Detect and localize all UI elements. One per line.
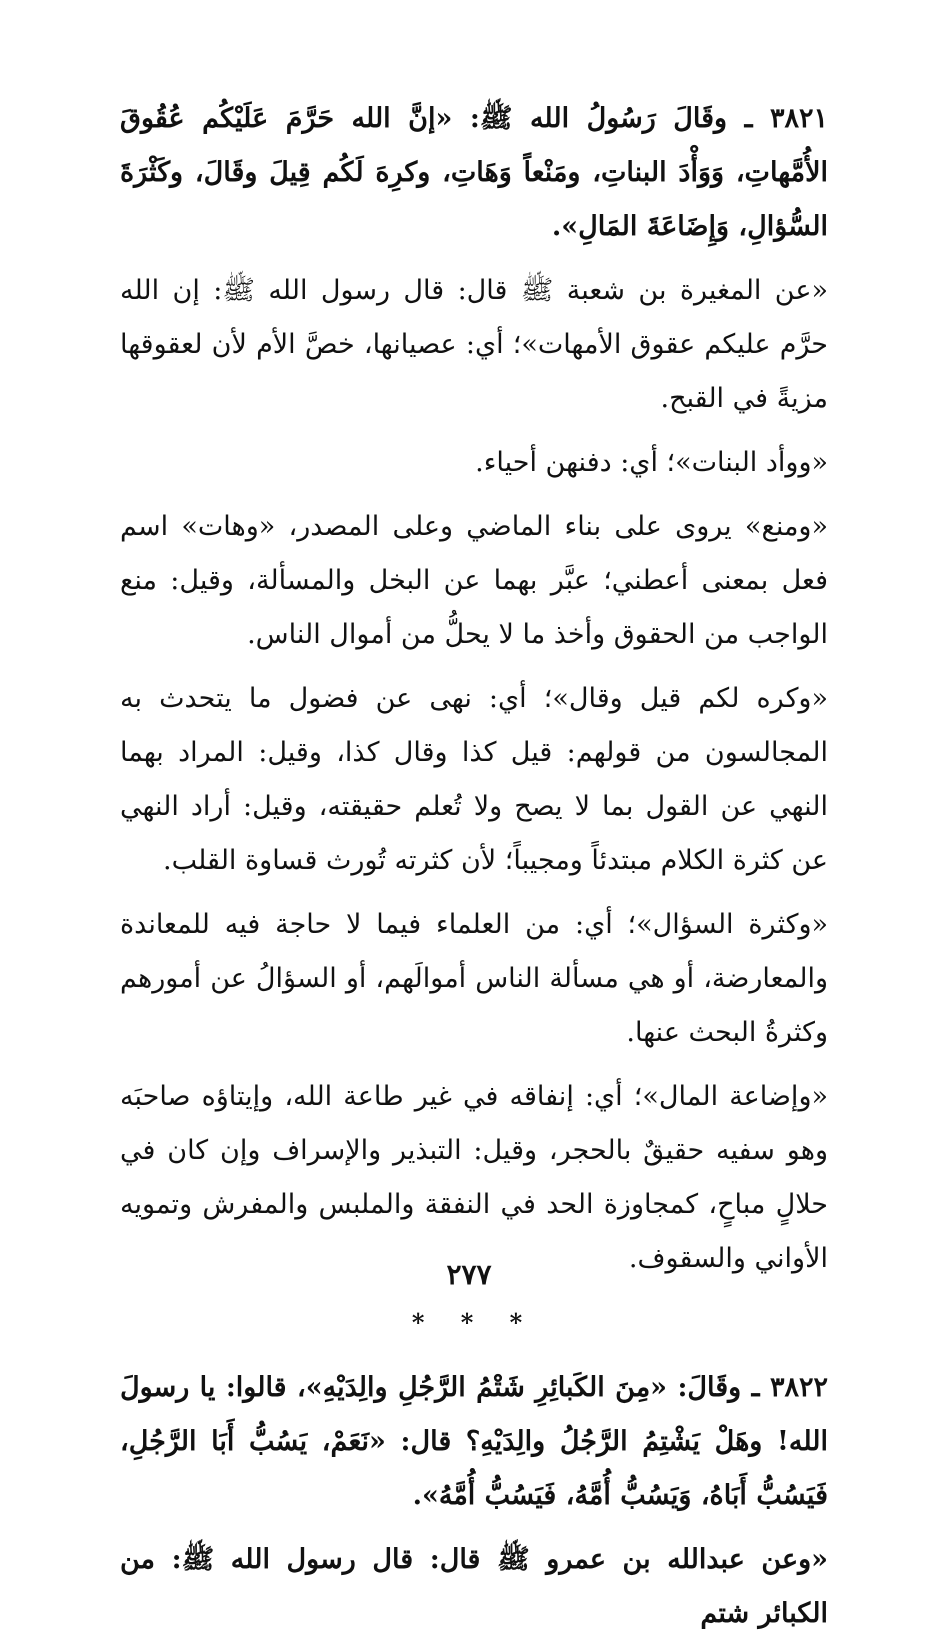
page-number: ٢٧٧ <box>446 1258 492 1291</box>
commentary-paragraph: «وعن عبدالله بن عمرو ﷺ قال: قال رسول الله ﷺ: من الكبائر شتم <box>120 1544 828 1629</box>
commentary-paragraph: «وكثرة السؤال»؛ أي: من العلماء فيما لا حاجة فيه للمعاندة والمعارضة، أو هي مسألة الناس أموالَهم، أو السؤالُ عن أمورهم وكثرةُ البحث عنها. <box>120 909 828 1048</box>
commentary-paragraph: «عن المغيرة بن شعبة ﷺ قال: قال رسول الله ﷺ: إن الله حرَّم عليكم عقوق الأمهات»؛ أي: عصيانها، خصَّ الأم لأن لعقوقها مزيةً في القبح. <box>120 275 828 414</box>
hadith-3821: ٣٨٢١ ـ وقَالَ رَسُولُ الله ﷺ: «إنَّ الله حَرَّمَ عَلَيْكُم عُقُوقَ الأُمَّهاتِ، وَوَأْدَ البناتِ، ومَنْعاً وَهَاتِ، وكرِهَ لَكُم قِيلَ وقَالَ، وكَثْرَةَ السُّؤالِ، وَإِضَاعَةَ المَالِ». <box>120 103 828 242</box>
commentary-paragraph: «ووأد البنات»؛ أي: دفنهن أحياء. <box>475 447 828 478</box>
hadith-3822: ٣٨٢٢ ـ وقَالَ: «مِنَ الكَبائِرِ شَتْمُ الرَّجُلِ والِدَيْهِ»، قالوا: يا رسولَ الله! وهَلْ يَشْتِمُ الرَّجُلُ والِدَيْهِ؟ قال: «نَعَمْ، يَسُبُّ أَبَا الرَّجُلِ، فَيَسُبُّ أَبَاهُ، وَيَسُبُّ أُمَّهُ، فَيَسُبُّ أُمَّهُ». <box>120 1372 828 1511</box>
commentary-paragraph: «وإضاعة المال»؛ أي: إنفاقه في غير طاعة الله، وإيتاؤه صاحبَه وهو سفيه حقيقٌ بالحجر، وقيل: التبذير والإسراف وإن كان في حلالٍ مباحٍ، كمجاوزة الحد في النفقة والملبس والمفرش وتمويه الأواني والسقوف. <box>120 1081 828 1274</box>
section-separator: * * * <box>411 1308 537 1337</box>
commentary-paragraph: «ومنع» يروى على بناء الماضي وعلى المصدر، «وهات» اسم فعل بمعنى أعطني؛ عبَّر بهما عن البخل والمسألة، وقيل: منع الواجب من الحقوق وأخذ ما لا يحلُّ من أموال الناس. <box>120 511 828 650</box>
commentary-paragraph: «وكره لكم قيل وقال»؛ أي: نهى عن فضول ما يتحدث به المجالسون من قولهم: قيل كذا وقال كذا، وقيل: المراد بهما النهي عن القول بما لا يصح ولا تُعلم حقيقته، وقيل: أراد النهي عن كثرة الكلام مبتدئاً ومجيباً؛ لأن كثرته تُورث قساوة القلب. <box>120 683 828 876</box>
